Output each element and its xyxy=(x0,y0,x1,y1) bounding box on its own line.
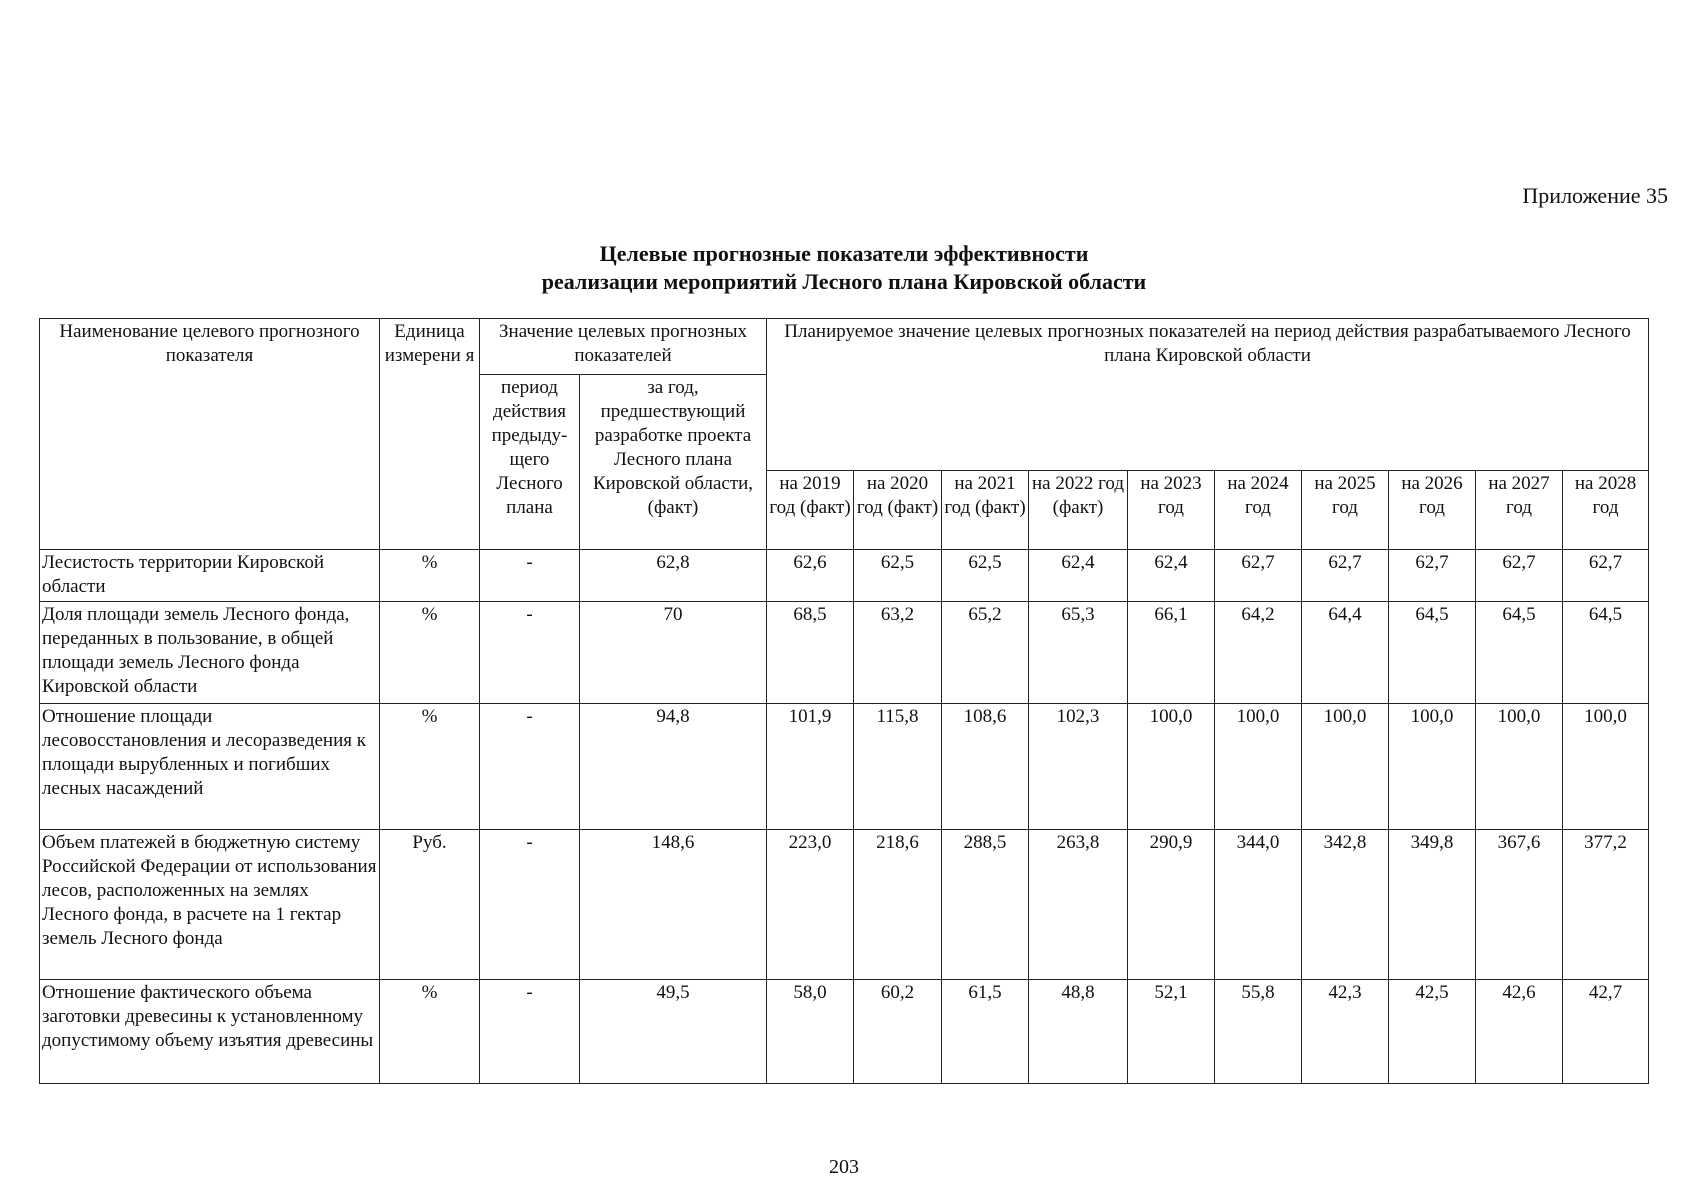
title-line-1: Целевые прогнозные показатели эффективности xyxy=(599,241,1089,266)
row-prev-year: 49,5 xyxy=(580,980,767,1084)
row-value-cell: 108,6 xyxy=(942,704,1029,830)
row-value-cell: 62,5 xyxy=(942,550,1029,602)
header-year-3: на 2022 год (факт) xyxy=(1029,471,1128,550)
document-title xyxy=(0,240,1688,296)
row-value-cell: 64,5 xyxy=(1389,602,1476,704)
header-year-1: на 2020 год (факт) xyxy=(854,471,942,550)
row-value-cell: 101,9 xyxy=(767,704,854,830)
row-value-cell: 62,7 xyxy=(1215,550,1302,602)
row-value-cell: 62,4 xyxy=(1128,550,1215,602)
row-value-cell: 68,5 xyxy=(767,602,854,704)
row-prev-period: - xyxy=(480,830,580,980)
row-value-cell: 55,8 xyxy=(1215,980,1302,1084)
row-value-cell: 218,6 xyxy=(854,830,942,980)
row-indicator-name: Доля площади земель Лесного фонда, переданных в пользование, в общей площади земель Лесного фонда Кировской области xyxy=(40,602,380,704)
row-value-cell: 377,2 xyxy=(1563,830,1649,980)
row-prev-year: 94,8 xyxy=(580,704,767,830)
row-value-cell: 42,6 xyxy=(1476,980,1563,1084)
page-number: 203 xyxy=(829,1156,859,1178)
row-value-cell: 344,0 xyxy=(1215,830,1302,980)
row-value-cell: 60,2 xyxy=(854,980,942,1084)
row-value-cell: 223,0 xyxy=(767,830,854,980)
row-prev-period: - xyxy=(480,550,580,602)
header-prev-period: период действия предыду-щего Лесного плана xyxy=(480,375,580,550)
row-value-cell: 100,0 xyxy=(1128,704,1215,830)
row-value-cell: 65,3 xyxy=(1029,602,1128,704)
header-year-5: на 2024 год xyxy=(1215,471,1302,550)
row-prev-period: - xyxy=(480,602,580,704)
row-prev-year: 62,8 xyxy=(580,550,767,602)
row-prev-period: - xyxy=(480,704,580,830)
row-value-cell: 288,5 xyxy=(942,830,1029,980)
indicators-table xyxy=(39,318,1649,1084)
row-value-cell: 342,8 xyxy=(1302,830,1389,980)
table-row xyxy=(40,704,1649,830)
row-prev-year: 70 xyxy=(580,602,767,704)
header-planned-group: Планируемое значение целевых прогнозных показателей на период действия разрабатываемого Лесного плана Кировской области xyxy=(767,319,1649,471)
row-unit: % xyxy=(380,704,480,830)
row-value-cell: 100,0 xyxy=(1215,704,1302,830)
row-value-cell: 42,5 xyxy=(1389,980,1476,1084)
header-year-6: на 2025 год xyxy=(1302,471,1389,550)
row-value-cell: 64,5 xyxy=(1563,602,1649,704)
row-value-cell: 367,6 xyxy=(1476,830,1563,980)
row-value-cell: 102,3 xyxy=(1029,704,1128,830)
row-value-cell: 48,8 xyxy=(1029,980,1128,1084)
row-value-cell: 58,0 xyxy=(767,980,854,1084)
table-row xyxy=(40,830,1649,980)
row-value-cell: 263,8 xyxy=(1029,830,1128,980)
row-value-cell: 62,7 xyxy=(1563,550,1649,602)
row-value-cell: 66,1 xyxy=(1128,602,1215,704)
header-year-8: на 2027 год xyxy=(1476,471,1563,550)
row-prev-period: - xyxy=(480,980,580,1084)
row-value-cell: 349,8 xyxy=(1389,830,1476,980)
table-row xyxy=(40,602,1649,704)
row-unit: % xyxy=(380,602,480,704)
table-row xyxy=(40,980,1649,1084)
row-value-cell: 61,5 xyxy=(942,980,1029,1084)
header-unit: Единица измерени я xyxy=(380,319,480,550)
row-value-cell: 62,7 xyxy=(1302,550,1389,602)
row-value-cell: 64,2 xyxy=(1215,602,1302,704)
header-year-2: на 2021 год (факт) xyxy=(942,471,1029,550)
row-indicator-name: Отношение фактического объема заготовки древесины к установленному допустимому объему изъятия древесины xyxy=(40,980,380,1084)
header-indicator-name: Наименование целевого прогнозного показателя xyxy=(40,319,380,550)
row-unit: % xyxy=(380,550,480,602)
table-row xyxy=(40,550,1649,602)
row-value-cell: 62,7 xyxy=(1476,550,1563,602)
row-value-cell: 100,0 xyxy=(1389,704,1476,830)
appendix-label: Приложение 35 xyxy=(1522,183,1668,208)
row-value-cell: 64,4 xyxy=(1302,602,1389,704)
row-value-cell: 62,5 xyxy=(854,550,942,602)
row-value-cell: 63,2 xyxy=(854,602,942,704)
header-prev-year: за год, предшествующий разработке проекта Лесного плана Кировской области, (факт) xyxy=(580,375,767,550)
row-value-cell: 42,7 xyxy=(1563,980,1649,1084)
row-unit: % xyxy=(380,980,480,1084)
row-value-cell: 65,2 xyxy=(942,602,1029,704)
row-value-cell: 62,6 xyxy=(767,550,854,602)
row-value-cell: 62,4 xyxy=(1029,550,1128,602)
row-value-cell: 64,5 xyxy=(1476,602,1563,704)
row-value-cell: 100,0 xyxy=(1302,704,1389,830)
row-value-cell: 62,7 xyxy=(1389,550,1476,602)
row-prev-year: 148,6 xyxy=(580,830,767,980)
row-indicator-name: Отношение площади лесовосстановления и лесоразведения к площади вырубленных и погибших лесных насаждений xyxy=(40,704,380,830)
row-value-cell: 42,3 xyxy=(1302,980,1389,1084)
header-year-4: на 2023 год xyxy=(1128,471,1215,550)
row-value-cell: 290,9 xyxy=(1128,830,1215,980)
row-unit: Руб. xyxy=(380,830,480,980)
row-value-cell: 115,8 xyxy=(854,704,942,830)
row-value-cell: 100,0 xyxy=(1563,704,1649,830)
row-value-cell: 100,0 xyxy=(1476,704,1563,830)
header-year-7: на 2026 год xyxy=(1389,471,1476,550)
header-values-group: Значение целевых прогнозных показателей xyxy=(480,319,767,375)
row-indicator-name: Лесистость территории Кировской области xyxy=(40,550,380,602)
row-value-cell: 52,1 xyxy=(1128,980,1215,1084)
title-line-2: реализации мероприятий Лесного плана Кировской области xyxy=(541,269,1147,294)
header-year-9: на 2028 год xyxy=(1563,471,1649,550)
header-year-0: на 2019 год (факт) xyxy=(767,471,854,550)
row-indicator-name: Объем платежей в бюджетную систему Российской Федерации от использования лесов, расположенных на землях Лесного фонда, в расчете на 1 гектар земель Лесного фонда xyxy=(40,830,380,980)
